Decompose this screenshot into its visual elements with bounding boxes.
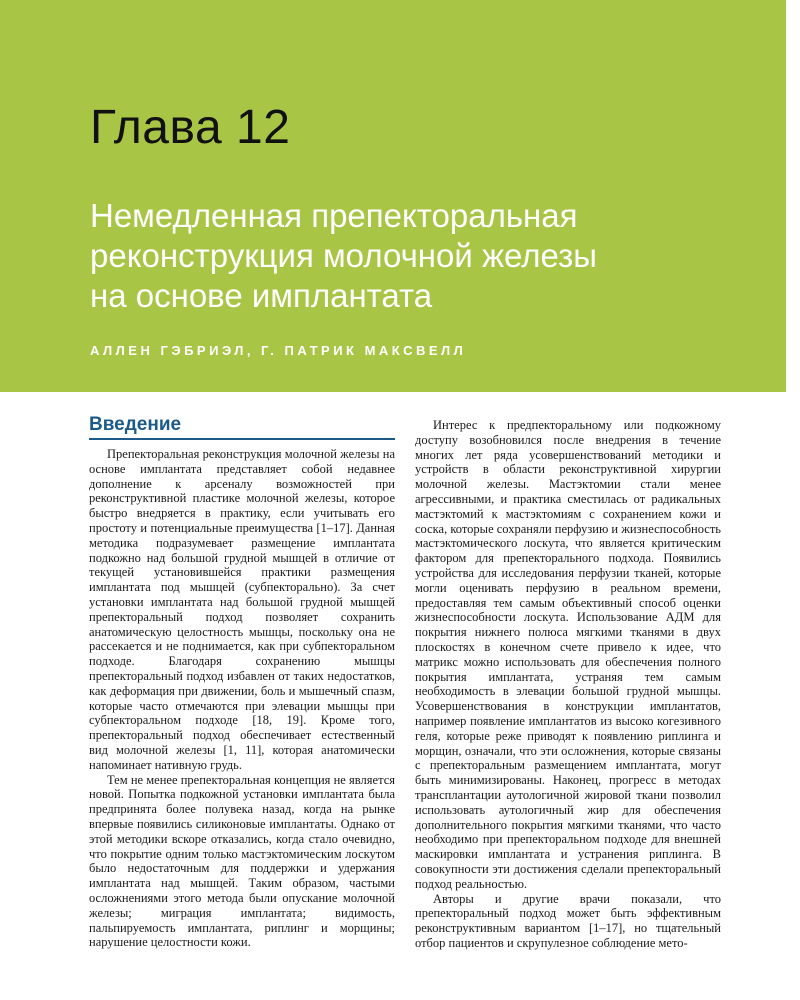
body-paragraph: Авторы и другие врачи показали, что препекторальный подход может быть эффективным реконструктивным вариантом [1–17], но тщательный отбор пациентов и скрупулезное соблюдение мето- — [415, 891, 721, 950]
body-paragraph: Тем не менее препекторальная концепция не является новой. Попытка подкожной установки имплантата была предпринята более полувека назад, когда на рынке впервые появились силиконовые имплантаты. Однако от этой методики вскоре отказались, когда стало очевидно, что покрытие одним только мастэктомическим лоскутом было недостаточным для поддержки и удержания имплантата над мышцей. Таким образом, частыми осложнениями этого метода были опускание молочной железы; миграция имплантата; видимость, пальпируемость имплантата, риплинг и морщины; нарушение целостности кожи. — [89, 772, 395, 950]
chapter-label: Глава 12 — [90, 101, 291, 154]
chapter-title-line: на основе имплантата — [90, 277, 433, 314]
left-text-column — [89, 414, 395, 950]
chapter-authors: АЛЛЕН ГЭБРИЭЛ, Г. ПАТРИК МАКСВЕЛЛ — [90, 343, 467, 358]
chapter-title-line: Немедленная препекторальная — [90, 197, 578, 234]
section-divider — [89, 438, 395, 440]
body-paragraph: Интерес к предпекторальному или подкожному доступу возобновился после внедрения в течение многих лет ряда усовершенствований методики и устройств в области реконструктивной хирургии молочной железы. Мастэктомии стали менее агрессивными, и практика сместилась от радикальных мастэктомий к мастэктомиям с сохранением кожи и соска, которые сохраняли перфузию и жизнеспособность мастэктомического лоскута, что является критическим фактором для препекторального подхода. Появились устройства для исследования перфузии тканей, которые могли оценивать перфузию в реальном времени, предоставляя тем самым объективный способ оценки жизнеспособности лоскута. Использование АДМ для покрытия нижнего полюса мягкими тканями в двух плоскостях в конечном счете привело к идее, что матрикс можно использовать для обеспечения полного покрытия имплантата, устраняя тем самым необходимость в элевации большой грудной мышцы. Усовершенствования в конструкции имплантатов, например появление имплантатов из высоко когезивного геля, которые реже приводят к появлению риплинга и морщин, означали, что эти осложнения, которые связаны с препекторальным размещением имплантата, могут быть минимизированы. Наконец, прогресс в методах трансплантации аутологичной жировой ткани позволил использовать аутологичный жир для обеспечения дополнительного покрытия мягкими тканями, что часто необходимо при препекторальном подходе для внешней маскировки имплантата и устранения риплинга. В совокупности эти достижения сделали препекторальный подход реальностью. — [415, 418, 721, 891]
body-paragraph: Препекторальная реконструкция молочной железы на основе имплантата представляет собой недавнее дополнение к арсеналу возможностей при реконструктивной пластике молочной железы, которое быстро внедряется в практику, если учитывать его простоту и потенциальные преимущества [1–17]. Данная методика подразумевает размещение имплантата подкожно над большой грудной мышцей в отличие от текущей установившейся практики размещения имплантата под мышцей (субпекторально). За счет установки имплантата над большой грудной мышцей препекторальный подход позволяет сохранить анатомическую целостность мышцы, поскольку она не рассекается и не поднимается, как при субпекторальном подходе. Благодаря сохранению мышцы препекторальный подход избавлен от таких недостатков, как деформация при движении, боль и мышечный спазм, которые часто отмечаются при элевации мышцы при субпекторальном подходе [18, 19]. Кроме того, препекторальный подход обеспечивает естественный вид молочной железы [1, 11], которая анатомически напоминает нативную грудь. — [89, 447, 395, 772]
section-heading: Введение — [89, 414, 182, 435]
chapter-title — [90, 196, 780, 316]
chapter-title-line: реконструкция молочной железы — [90, 237, 598, 274]
chapter-header-banner — [0, 0, 786, 392]
right-text-column — [415, 418, 721, 951]
